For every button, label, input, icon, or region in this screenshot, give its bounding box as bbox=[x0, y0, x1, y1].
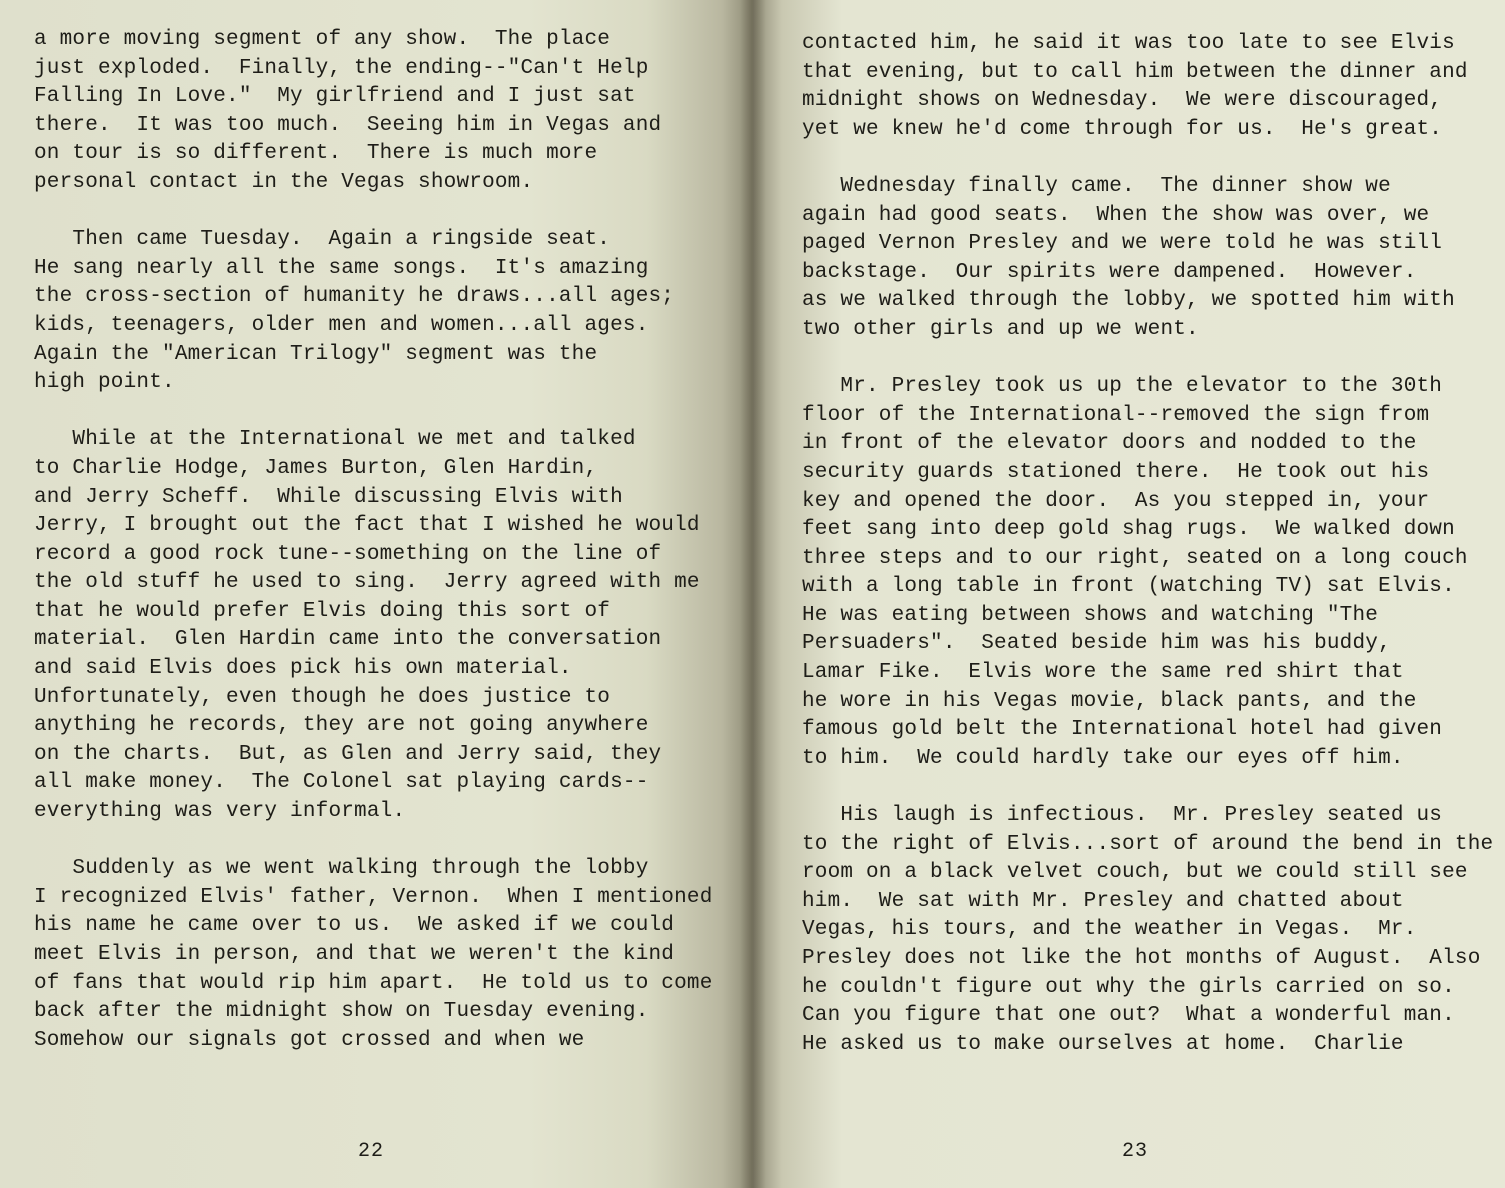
text-line: to the right of Elvis...sort of around the bend in the bbox=[802, 832, 1494, 856]
text-line: yet we knew he'd come through for us. He's great. bbox=[802, 117, 1443, 141]
text-line: the cross-section of humanity he draws...all ages; bbox=[34, 285, 675, 309]
text-line: security guards stationed there. He took out his bbox=[802, 460, 1430, 484]
text-line: as we walked through the lobby, we spotted him with bbox=[802, 289, 1455, 313]
text-line: on the charts. But, as Glen and Jerry said, they bbox=[34, 742, 662, 766]
text-line: He asked us to make ourselves at home. Charlie bbox=[802, 1032, 1404, 1056]
text-line: While at the International we met and talked bbox=[34, 428, 636, 452]
text-line: He sang nearly all the same songs. It's amazing bbox=[34, 256, 649, 280]
text-line: just exploded. Finally, the ending--"Can't Help bbox=[34, 56, 649, 80]
text-line: feet sang into deep gold shag rugs. We walked down bbox=[802, 518, 1455, 542]
text-line: Again the "American Trilogy" segment was the bbox=[34, 342, 598, 366]
text-line: to him. We could hardly take our eyes off him. bbox=[802, 746, 1404, 770]
text-line: a more moving segment of any show. The place bbox=[34, 28, 611, 51]
book-gutter bbox=[740, 0, 766, 1188]
text-line: and said Elvis does pick his own material. bbox=[34, 657, 572, 681]
text-line: contacted him, he said it was too late to see Elvis bbox=[802, 32, 1455, 55]
text-line: anything he records, they are not going anywhere bbox=[34, 714, 649, 738]
paragraph-break bbox=[34, 398, 734, 427]
text-line: paged Vernon Presley and we were told he was still bbox=[802, 232, 1443, 256]
text-line: Persuaders". Seated beside him was his buddy, bbox=[802, 632, 1391, 656]
paragraph-break bbox=[34, 198, 734, 227]
text-line: backstage. Our spirits were dampened. However. bbox=[802, 260, 1417, 284]
text-line: three steps and to our right, seated on a long couch bbox=[802, 546, 1468, 570]
text-line: Mr. Presley took us up the elevator to the 30th bbox=[802, 375, 1443, 399]
text-line: floor of the International--removed the sign from bbox=[802, 403, 1430, 427]
text-line: Can you figure that one out? What a wonderful man. bbox=[802, 1004, 1455, 1028]
paragraph-break bbox=[34, 827, 734, 856]
text-line: I recognized Elvis' father, Vernon. When I mentioned bbox=[34, 885, 713, 909]
text-line: that he would prefer Elvis doing this sort of bbox=[34, 599, 611, 623]
text-line: Vegas, his tours, and the weather in Vegas. Mr. bbox=[802, 918, 1417, 942]
text-line: in front of the elevator doors and nodded to the bbox=[802, 432, 1417, 456]
text-line: all make money. The Colonel sat playing cards-- bbox=[34, 771, 649, 795]
text-line: Falling In Love." My girlfriend and I just sat bbox=[34, 85, 636, 109]
text-line: of fans that would rip him apart. He told us to come bbox=[34, 971, 713, 995]
text-line: there. It was too much. Seeing him in Vegas and bbox=[34, 113, 662, 137]
paragraph-break bbox=[802, 773, 1502, 802]
left-page-number: 22 bbox=[358, 1140, 385, 1163]
text-line: kids, teenagers, older men and women...all ages. bbox=[34, 313, 649, 337]
text-line: meet Elvis in person, and that we weren't the kind bbox=[34, 943, 675, 966]
text-line: Jerry, I brought out the fact that I wished he would bbox=[34, 514, 700, 538]
text-line: and Jerry Scheff. While discussing Elvis with bbox=[34, 485, 623, 509]
text-line: Unfortunately, even though he does justice to bbox=[34, 685, 611, 709]
text-line: record a good rock tune--something on the line of bbox=[34, 542, 662, 566]
left-page bbox=[0, 0, 752, 1188]
text-line: Wednesday finally came. The dinner show we bbox=[802, 174, 1391, 198]
right-page-text bbox=[802, 30, 1502, 1059]
text-line: to Charlie Hodge, James Burton, Glen Hardin, bbox=[34, 456, 598, 480]
text-line: Somehow our signals got crossed and when we bbox=[34, 1028, 585, 1052]
text-line: that evening, but to call him between the dinner and bbox=[802, 60, 1468, 84]
text-line: the old stuff he used to sing. Jerry agreed with me bbox=[34, 571, 700, 595]
text-line: personal contact in the Vegas showroom. bbox=[34, 170, 534, 194]
text-line: key and opened the door. As you stepped in, your bbox=[802, 489, 1430, 513]
text-line: famous gold belt the International hotel had given bbox=[802, 718, 1443, 742]
text-line: material. Glen Hardin came into the conversation bbox=[34, 628, 662, 652]
text-line: he couldn't figure out why the girls carried on so. bbox=[802, 975, 1455, 999]
text-line: He was eating between shows and watching "The bbox=[802, 603, 1379, 627]
text-line: again had good seats. When the show was over, we bbox=[802, 203, 1430, 227]
text-line: everything was very informal. bbox=[34, 800, 406, 824]
text-line: back after the midnight show on Tuesday evening. bbox=[34, 1000, 649, 1024]
text-line: room on a black velvet couch, but we could still see bbox=[802, 861, 1468, 885]
text-line: on tour is so different. There is much more bbox=[34, 142, 598, 166]
text-line: him. We sat with Mr. Presley and chatted about bbox=[802, 889, 1404, 913]
text-line: Suddenly as we went walking through the lobby bbox=[34, 857, 649, 881]
text-line: Then came Tuesday. Again a ringside seat. bbox=[34, 228, 611, 252]
text-line: with a long table in front (watching TV) sat Elvis. bbox=[802, 575, 1455, 599]
right-page bbox=[752, 0, 1505, 1188]
text-line: high point. bbox=[34, 371, 175, 395]
text-line: His laugh is infectious. Mr. Presley seated us bbox=[802, 804, 1443, 828]
paragraph-break bbox=[802, 345, 1502, 374]
text-line: he wore in his Vegas movie, black pants, and the bbox=[802, 689, 1417, 713]
text-line: two other girls and up we went. bbox=[802, 317, 1199, 341]
text-line: his name he came over to us. We asked if we could bbox=[34, 914, 675, 938]
text-line: Lamar Fike. Elvis wore the same red shirt that bbox=[802, 661, 1404, 685]
left-page-text bbox=[34, 26, 734, 1055]
paragraph-break bbox=[802, 144, 1502, 173]
right-page-number: 23 bbox=[1122, 1140, 1149, 1163]
text-line: midnight shows on Wednesday. We were discouraged, bbox=[802, 89, 1443, 113]
text-line: Presley does not like the hot months of August. Also bbox=[802, 947, 1481, 970]
